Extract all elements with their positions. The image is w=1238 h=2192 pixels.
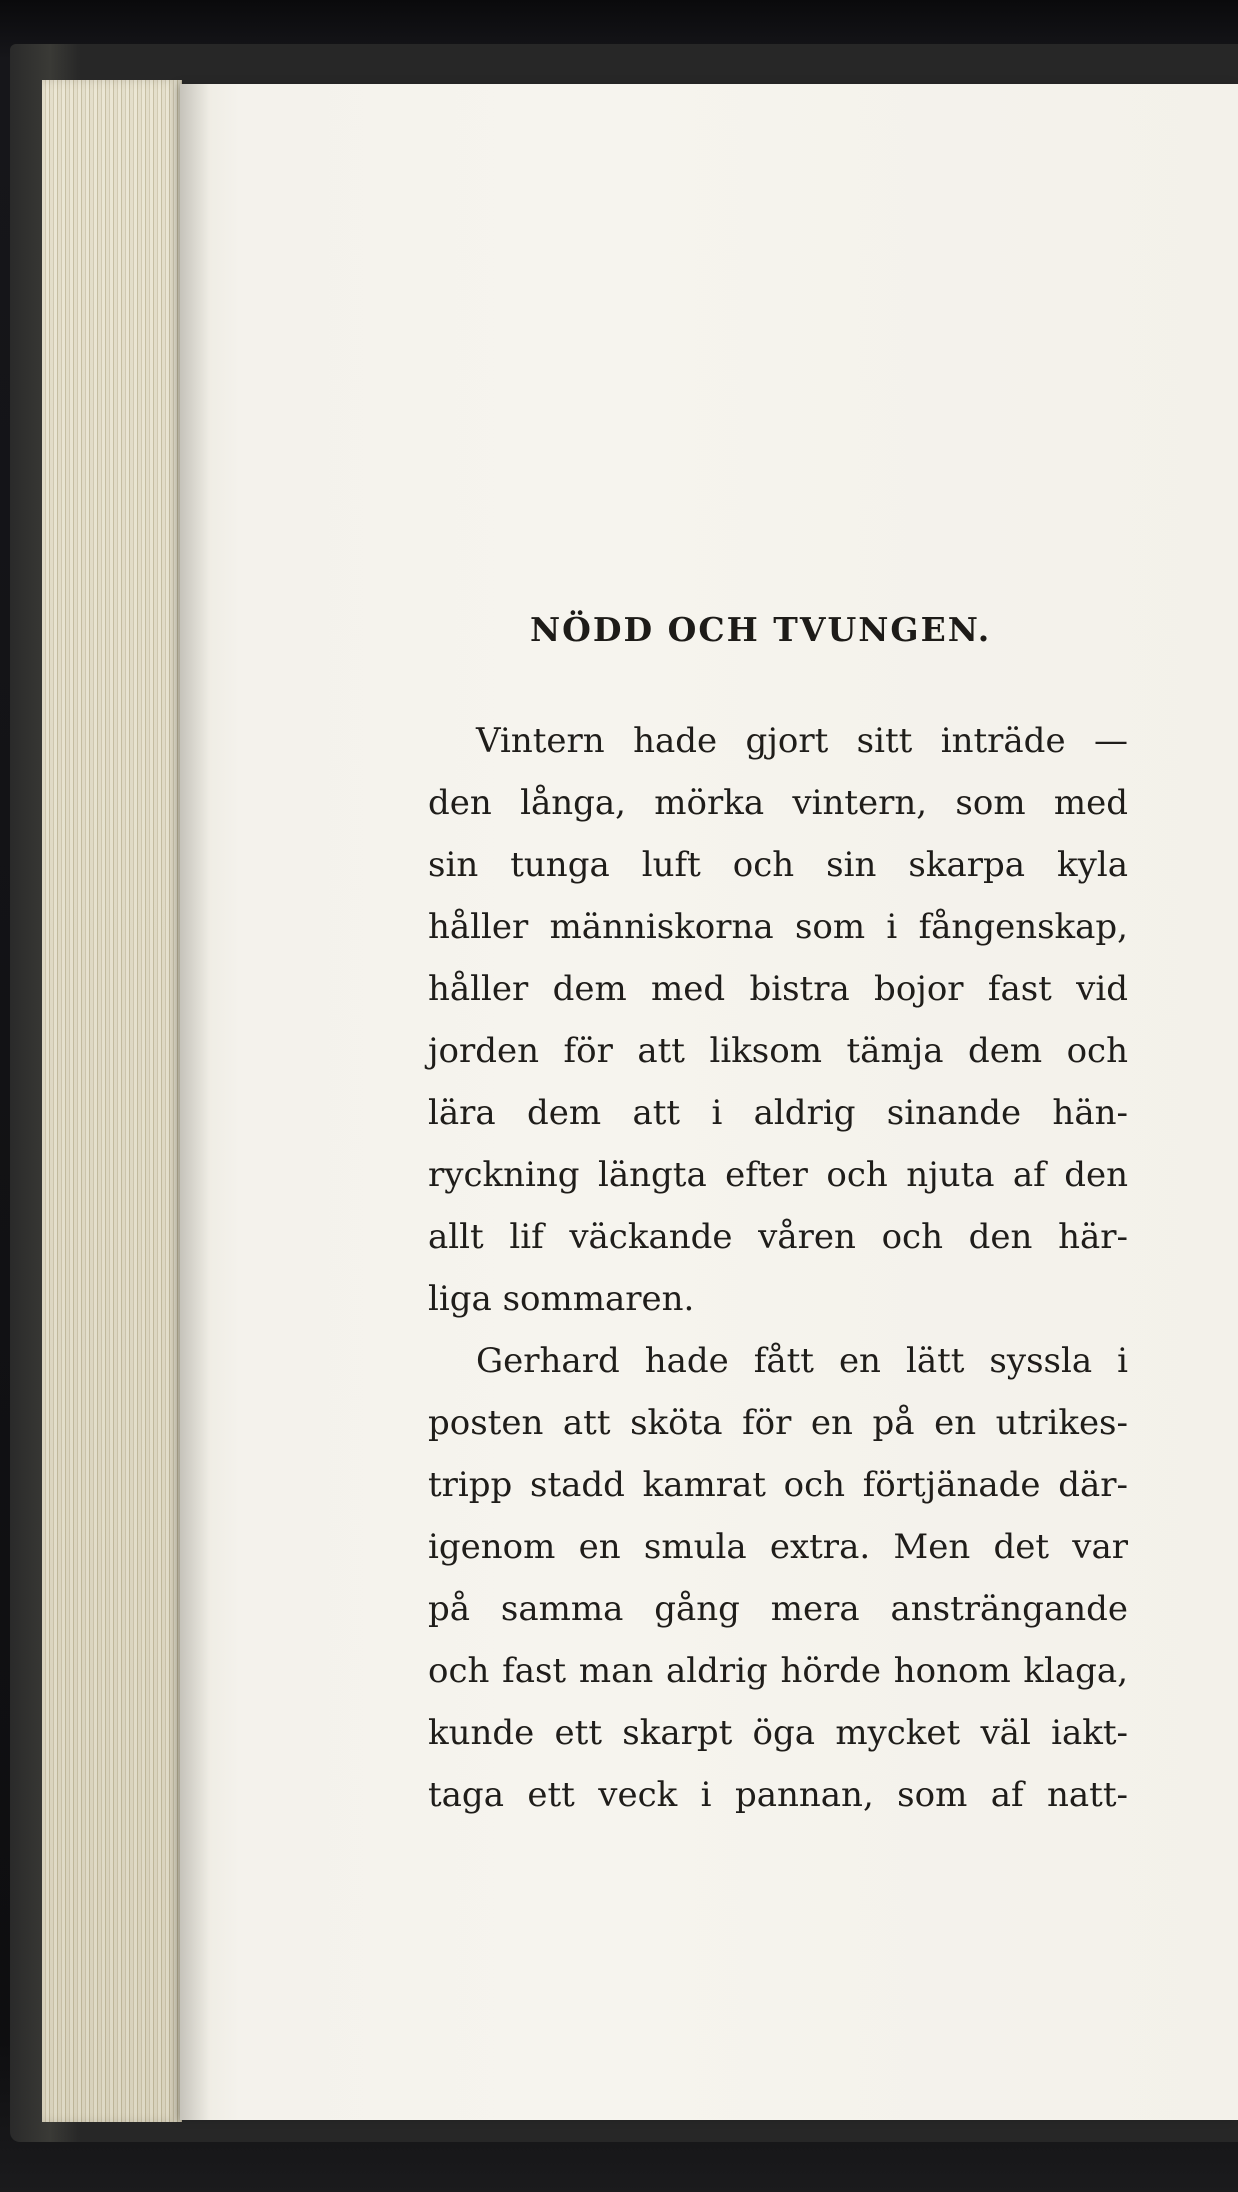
text-line: ryckning längta efter och njuta af den xyxy=(428,1155,1128,1195)
text-line: Gerhard hade fått en lätt syssla i xyxy=(476,1341,1128,1381)
text-line: taga ett veck i pannan, som af natt- xyxy=(428,1775,1128,1815)
gutter-shadow xyxy=(180,84,210,2120)
page-edges xyxy=(42,80,182,2122)
text-line: sin tunga luft och sin skarpa kyla xyxy=(428,845,1128,885)
text-line: liga sommaren. xyxy=(428,1279,695,1319)
text-line: kunde ett skarpt öga mycket väl iakt- xyxy=(428,1713,1128,1753)
text-line: håller dem med bistra bojor fast vid xyxy=(428,969,1128,1009)
text-line: posten att sköta för en på en utrikes- xyxy=(428,1403,1128,1443)
text-line: allt lif väckande våren och den här- xyxy=(428,1217,1128,1257)
chapter-title: NÖDD OCH TVUNGEN. xyxy=(530,610,992,649)
text-line: igenom en smula extra. Men det var xyxy=(428,1527,1128,1567)
text-line: håller människorna som i fångenskap, xyxy=(428,907,1128,947)
text-line: och fast man aldrig hörde honom klaga, xyxy=(428,1651,1128,1691)
text-line: jorden för att liksom tämja dem och xyxy=(428,1031,1128,1071)
text-line: Vintern hade gjort sitt inträde — xyxy=(476,721,1128,761)
text-line: lära dem att i aldrig sinande hän- xyxy=(428,1093,1128,1133)
text-line: den långa, mörka vintern, som med xyxy=(428,783,1128,823)
text-line: tripp stadd kamrat och förtjänade där- xyxy=(428,1465,1128,1505)
text-line: på samma gång mera ansträngande xyxy=(428,1589,1128,1629)
paragraph-2 xyxy=(428,1330,1128,1826)
paragraph-1 xyxy=(428,710,1128,1330)
body-text xyxy=(428,710,1128,1826)
